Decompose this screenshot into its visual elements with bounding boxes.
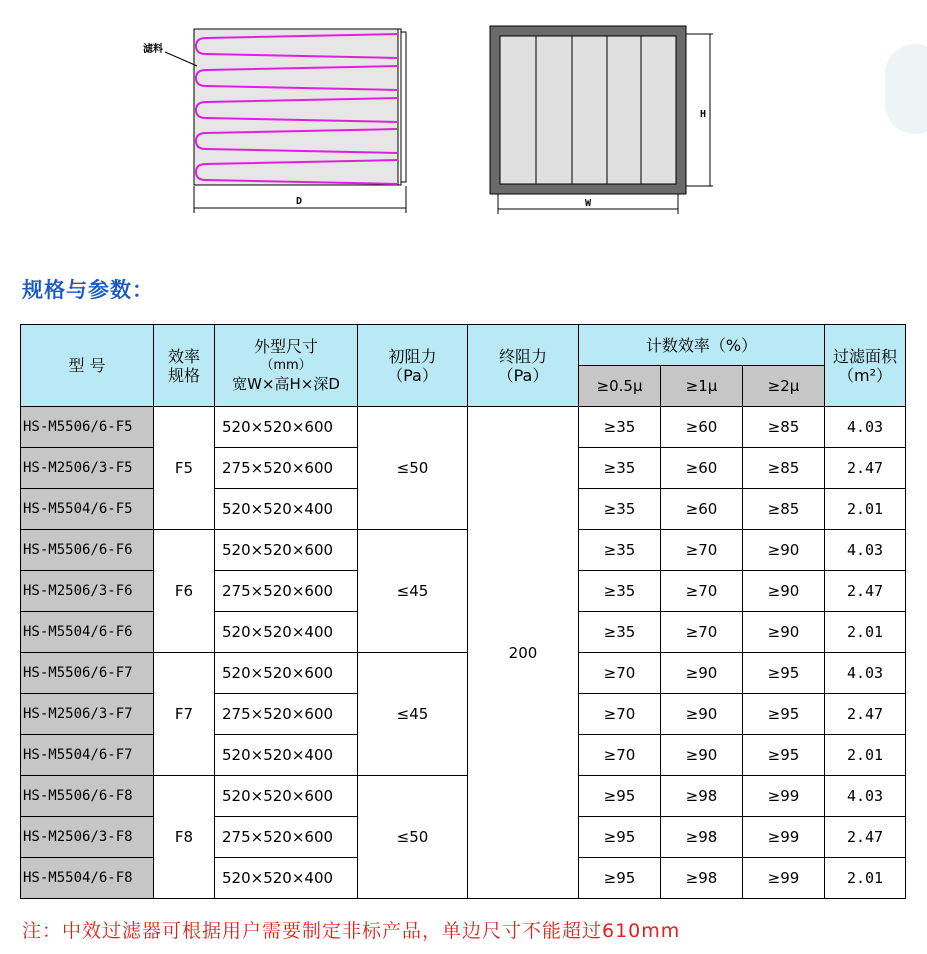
efficiency-05-cell: ≥70 [579, 694, 661, 735]
model-cell: HS-M2506/3-F7 [21, 694, 154, 735]
efficiency-05-cell: ≥70 [579, 735, 661, 776]
model-cell: HS-M2506/3-F6 [21, 571, 154, 612]
initial-resistance-cell: ≤45 [358, 530, 468, 653]
header-efficiency: 计数效率（%） [579, 325, 825, 366]
footnote: 注：中效过滤器可根据用户需要制定非标产品，单边尺寸不能超过610mm [22, 920, 681, 942]
header-final-res-unit: （Pa） [497, 365, 549, 385]
area-cell: 4.03 [825, 653, 906, 694]
size-cell: 275×520×600 [215, 694, 358, 735]
efficiency-1-cell: ≥98 [661, 858, 743, 899]
header-eff-05: ≥0.5μ [579, 366, 661, 407]
efficiency-2-cell: ≥95 [743, 735, 825, 776]
efficiency-2-cell: ≥95 [743, 653, 825, 694]
header-size [215, 325, 358, 407]
size-cell: 520×520×400 [215, 735, 358, 776]
filter-pocket-panel [641, 36, 676, 184]
efficiency-1-cell: ≥60 [661, 407, 743, 448]
model-cell: HS-M5504/6-F5 [21, 489, 154, 530]
efficiency-05-cell: ≥95 [579, 776, 661, 817]
table-row [21, 776, 906, 817]
size-cell: 520×520×600 [215, 776, 358, 817]
header-init-res-label: 初阻力 [388, 346, 437, 366]
model-cell: HS-M2506/3-F8 [21, 817, 154, 858]
efficiency-05-cell: ≥35 [579, 489, 661, 530]
model-cell: HS-M5504/6-F6 [21, 612, 154, 653]
efficiency-05-cell: ≥95 [579, 858, 661, 899]
efficiency-05-cell: ≥95 [579, 817, 661, 858]
initial-resistance-cell: ≤45 [358, 653, 468, 776]
area-cell: 2.01 [825, 735, 906, 776]
size-cell: 275×520×600 [215, 571, 358, 612]
header-eff-2: ≥2μ [743, 366, 825, 407]
initial-resistance-cell: ≤50 [358, 776, 468, 899]
size-cell: 275×520×600 [215, 448, 358, 489]
efficiency-1-cell: ≥70 [661, 530, 743, 571]
table-row [21, 653, 906, 694]
efficiency-2-cell: ≥99 [743, 858, 825, 899]
filter-diagrams [0, 0, 927, 240]
efficiency-05-cell: ≥35 [579, 571, 661, 612]
efficiency-1-cell: ≥90 [661, 735, 743, 776]
efficiency-1-cell: ≥90 [661, 653, 743, 694]
efficiency-05-cell: ≥35 [579, 407, 661, 448]
model-cell: HS-M2506/3-F5 [21, 448, 154, 489]
efficiency-1-cell: ≥90 [661, 694, 743, 735]
filter-label-leader-2 [165, 52, 188, 62]
header-size-line3: 宽W×高H×深D [232, 375, 340, 393]
efficiency-1-cell: ≥98 [661, 776, 743, 817]
model-cell: HS-M5506/6-F7 [21, 653, 154, 694]
header-model: 型 号 [21, 325, 154, 407]
model-cell: HS-M5506/6-F5 [21, 407, 154, 448]
size-cell: 520×520×400 [215, 489, 358, 530]
model-cell: HS-M5504/6-F8 [21, 858, 154, 899]
efficiency-05-cell: ≥35 [579, 448, 661, 489]
dim-w-label: W [585, 198, 592, 209]
efficiency-2-cell: ≥95 [743, 694, 825, 735]
efficiency-05-cell: ≥35 [579, 530, 661, 571]
efficiency-2-cell: ≥90 [743, 571, 825, 612]
filter-pocket-panel [572, 36, 607, 184]
efficiency-05-cell: ≥35 [579, 612, 661, 653]
spec-table-body [21, 407, 906, 899]
size-cell: 520×520×600 [215, 530, 358, 571]
size-cell: 520×520×600 [215, 653, 358, 694]
efficiency-2-cell: ≥85 [743, 407, 825, 448]
model-cell: HS-M5506/6-F6 [21, 530, 154, 571]
efficiency-2-cell: ≥85 [743, 489, 825, 530]
area-cell: 2.01 [825, 858, 906, 899]
dim-d-label: D [296, 196, 303, 207]
efficiency-2-cell: ≥99 [743, 817, 825, 858]
area-cell: 2.47 [825, 817, 906, 858]
header-size-line2: （mm） [260, 358, 312, 373]
spec-table [20, 324, 906, 899]
model-cell: HS-M5504/6-F7 [21, 735, 154, 776]
efficiency-1-cell: ≥98 [661, 817, 743, 858]
efficiency-2-cell: ≥90 [743, 612, 825, 653]
area-cell: 2.47 [825, 448, 906, 489]
final-resistance-cell: 200 [468, 407, 579, 899]
efficiency-1-cell: ≥60 [661, 489, 743, 530]
grade-cell: F8 [154, 776, 215, 899]
initial-resistance-cell: ≤50 [358, 407, 468, 530]
area-cell: 4.03 [825, 776, 906, 817]
side-view-frame [401, 32, 406, 182]
size-cell: 520×520×400 [215, 858, 358, 899]
efficiency-1-cell: ≥70 [661, 612, 743, 653]
header-area-label: 过滤面积 [832, 346, 897, 366]
efficiency-2-cell: ≥99 [743, 776, 825, 817]
area-cell: 2.47 [825, 571, 906, 612]
header-init-res-unit: （Pa） [387, 365, 438, 385]
area-cell: 4.03 [825, 530, 906, 571]
filter-pocket-panel [607, 36, 641, 184]
header-initial-resistance [358, 325, 468, 407]
side-view-diagram [143, 29, 406, 213]
header-size-line1: 外型尺寸 [253, 337, 318, 356]
area-cell: 2.01 [825, 489, 906, 530]
grade-cell: F5 [154, 407, 215, 530]
filter-label: 滤料 [143, 44, 163, 55]
header-eff-1: ≥1μ [661, 366, 743, 407]
header-grade-text: 效率 规格 [167, 346, 200, 385]
filter-pocket-panel [536, 36, 572, 184]
efficiency-05-cell: ≥70 [579, 653, 661, 694]
grade-cell: F7 [154, 653, 215, 776]
header-area [825, 325, 906, 407]
front-panels [500, 36, 676, 184]
size-cell: 520×520×600 [215, 407, 358, 448]
header-area-unit: （m²） [837, 365, 892, 385]
model-cell: HS-M5506/6-F8 [21, 776, 154, 817]
size-cell: 275×520×600 [215, 817, 358, 858]
header-grade [154, 325, 215, 407]
header-final-resistance [468, 325, 579, 407]
table-row [21, 407, 906, 448]
efficiency-2-cell: ≥85 [743, 448, 825, 489]
filter-pocket-panel [500, 36, 536, 184]
table-row [21, 530, 906, 571]
area-cell: 4.03 [825, 407, 906, 448]
efficiency-1-cell: ≥60 [661, 448, 743, 489]
grade-cell: F6 [154, 530, 215, 653]
dim-h-label: H [700, 109, 707, 120]
efficiency-2-cell: ≥90 [743, 530, 825, 571]
section-title: 规格与参数： [22, 278, 154, 302]
front-view-diagram [490, 26, 713, 214]
efficiency-1-cell: ≥70 [661, 571, 743, 612]
size-cell: 520×520×400 [215, 612, 358, 653]
area-cell: 2.01 [825, 612, 906, 653]
area-cell: 2.47 [825, 694, 906, 735]
header-final-res-label: 终阻力 [498, 346, 547, 366]
